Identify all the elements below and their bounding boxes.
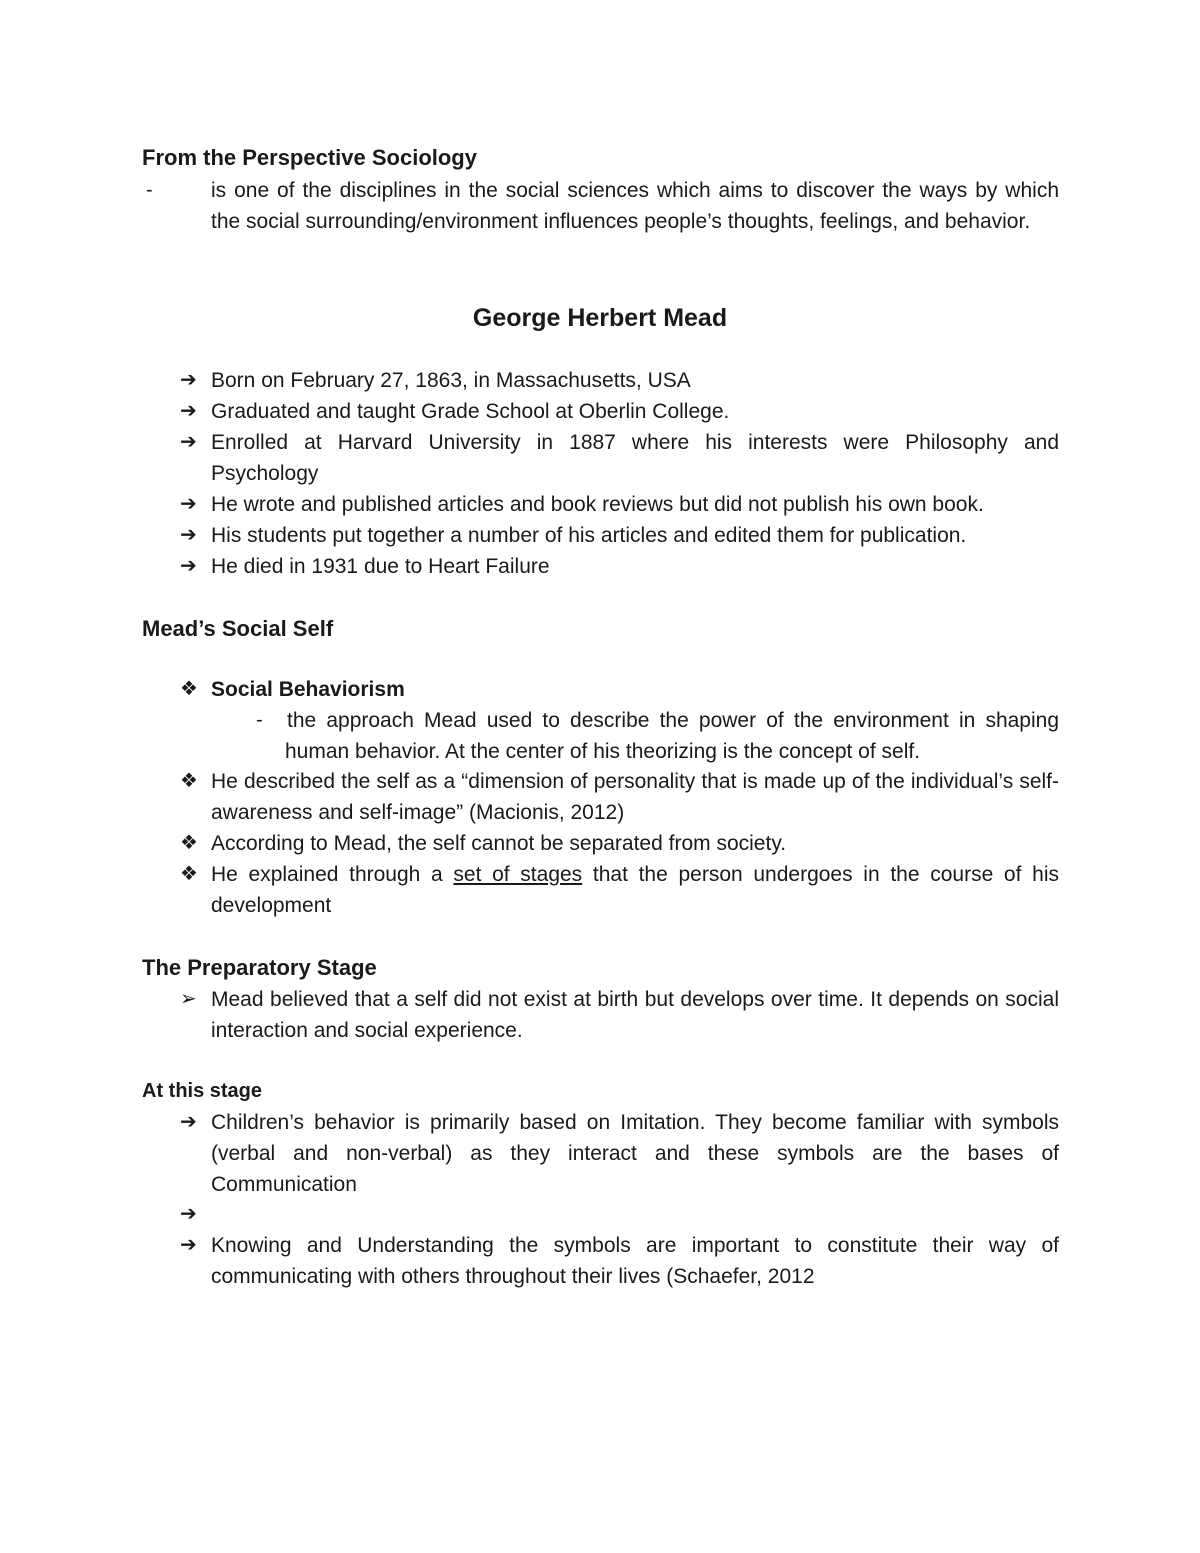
title-george-herbert-mead: George Herbert Mead (472, 304, 728, 332)
heading-social-self: Mead’s Social Self (142, 616, 334, 641)
perspective-definition: is one of the disciplines in the social sciences which aims to discover the ways by which the social surrounding/environment influences people’s thoughts, feelings, and behavior. (211, 179, 1059, 233)
social-self-item-stages (211, 859, 1059, 921)
arrow-icon: ➔ (180, 1234, 197, 1256)
mead-item: Enrolled at Harvard University in 1887 where his interests were Philosophy and Psychology (211, 431, 1059, 485)
diamond-bullet-icon: ❖ (180, 832, 198, 854)
arrow-icon: ➔ (180, 524, 197, 546)
mead-item: Born on February 27, 1863, in Massachusetts, USA (211, 369, 691, 392)
diamond-bullet-icon: ❖ (180, 770, 198, 792)
diamond-bullet-icon: ❖ (180, 678, 198, 700)
mead-item: He died in 1931 due to Heart Failure (211, 555, 550, 578)
arrow-icon: ➔ (180, 369, 197, 391)
heading-preparatory-stage: The Preparatory Stage (142, 955, 377, 980)
heading-at-this-stage: At this stage (142, 1080, 263, 1102)
diamond-bullet-icon: ❖ (180, 863, 198, 885)
stage-item: Knowing and Understanding the symbols are important to constitute their way of communicating with others throughout their lives (Schaefer, 2012 (211, 1234, 1059, 1288)
stages-text-before: He explained through a (211, 863, 454, 886)
dash-bullet: - (146, 179, 153, 201)
social-behaviorism-definition: the approach Mead used to describe the power of the environment in shaping human behavior. At the center of his theorizing is the concept of self. (285, 709, 1059, 763)
arrow-icon: ➔ (180, 400, 197, 422)
arrowhead-bullet-icon: ➢ (180, 988, 197, 1010)
arrow-icon: ➔ (180, 1203, 197, 1225)
dash-bullet: - (256, 709, 263, 731)
mead-item: His students put together a number of his articles and edited them for publication. (211, 524, 967, 547)
mead-item: He wrote and published articles and book reviews but did not publish his own book. (211, 493, 984, 516)
social-behaviorism-label: Social Behaviorism (211, 678, 405, 701)
stages-text-after: that the person undergoes in the course of his development (211, 863, 1059, 917)
arrow-icon: ➔ (180, 1111, 197, 1133)
social-self-item: He described the self as a “dimension of personality that is made up of the individual’s self-awareness and self-image” (Macionis, 2012) (211, 770, 1059, 824)
arrow-icon: ➔ (180, 555, 197, 577)
heading-perspective: From the Perspective Sociology (142, 145, 477, 170)
arrow-icon: ➔ (180, 431, 197, 453)
preparatory-text: Mead believed that a self did not exist at birth but develops over time. It depends on social interaction and social experience. (211, 988, 1059, 1042)
mead-item: Graduated and taught Grade School at Oberlin College. (211, 400, 730, 423)
arrow-icon: ➔ (180, 493, 197, 515)
social-self-item: According to Mead, the self cannot be separated from society. (211, 832, 787, 855)
set-of-stages-underlined: set of stages (453, 863, 583, 886)
stage-item: Children’s behavior is primarily based on Imitation. They become familiar with symbols (verbal and non-verbal) as they interact and these symbols are the bases of Communication (211, 1111, 1059, 1196)
